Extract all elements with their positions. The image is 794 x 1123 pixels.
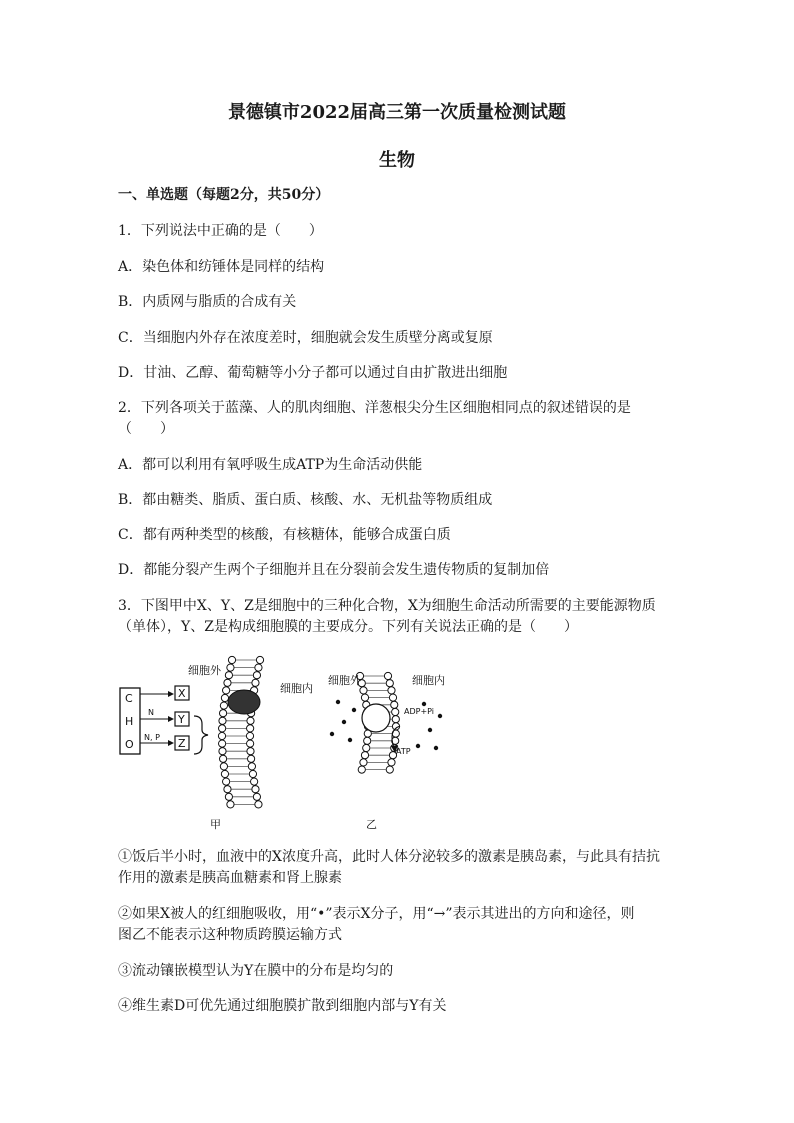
outside-label-a: 细胞外 — [188, 664, 221, 677]
statement-2-line1: ②如果X被人的红细胞吸收，用“•”表示X分子，用“→”表示其进出的方向和途径，则 — [118, 906, 635, 922]
question-3-stem-line2: （单体），Y、Z是构成细胞膜的主要成分。下列有关说法正确的是（ ） — [118, 619, 578, 635]
plus-np-label: N, P — [144, 733, 160, 742]
statement-4: ④维生素D可优先通过细胞膜扩散到细胞内部与Y有关 — [118, 998, 447, 1014]
element-box — [120, 688, 140, 754]
question-1-option-a: A．染色体和纺锤体是同样的结构 — [118, 259, 325, 275]
statement-1-line1: ①饭后半小时，血液中的X浓度升高，此时人体分泌较多的激素是胰岛素，与此具有拮抗 — [118, 849, 660, 865]
adp-label: ADP+Pi — [404, 707, 435, 716]
question-2-option-a: A．都可以利用有氧呼吸生成ATP为生命活动供能 — [118, 457, 423, 473]
membrane-a — [218, 656, 263, 808]
subject-title: 生物 — [379, 150, 415, 171]
caption-b: 乙 — [366, 818, 377, 831]
outside-label-b: 细胞外 — [328, 674, 361, 687]
question-3-stem-line1: 3．下图甲中X、Y、Z是细胞中的三种化合物，X为细胞生命活动所需要的主要能源物质 — [118, 598, 656, 614]
membrane-b — [356, 672, 399, 773]
atp-label: ATP — [396, 747, 411, 756]
statement-3: ③流动镶嵌模型认为Y在膜中的分布是均匀的 — [118, 963, 394, 979]
question-2-stem-line2: （ ） — [118, 421, 174, 437]
caption-a: 甲 — [210, 818, 221, 831]
element-o-label: O — [125, 738, 134, 751]
question-2-stem-line1: 2．下列各项关于蓝藻、人的肌肉细胞、洋葱根尖分生区细胞相同点的叙述错误的是 — [118, 400, 631, 416]
compound-y-label: Y — [178, 713, 185, 726]
membrane-figure — [118, 650, 498, 835]
question-2-option-c: C．都有两种类型的核酸，有核糖体，能够合成蛋白质 — [118, 527, 451, 543]
exam-title: 景德镇市2022届高三第一次质量检测试题 — [227, 102, 567, 123]
statement-2-line2: 图乙不能表示这种物质跨膜运输方式 — [118, 927, 342, 943]
element-h-label: H — [125, 715, 134, 728]
question-1-option-b: B．内质网与脂质的合成有关 — [118, 294, 297, 310]
inside-label-b: 细胞内 — [412, 674, 445, 687]
section-heading: 一、单选题（每题2分，共50分） — [118, 187, 330, 203]
plus-n-label: N — [148, 708, 154, 717]
question-1-stem: 1．下列说法中正确的是（ ） — [118, 223, 323, 239]
compound-x-label: X — [178, 687, 186, 700]
compound-z-label: Z — [178, 737, 186, 750]
element-c-label: C — [125, 692, 133, 705]
statement-1-line2: 作用的激素是胰高血糖素和肾上腺素 — [118, 870, 342, 886]
question-2-option-d: D．都能分裂产生两个子细胞并且在分裂前会发生遗传物质的复制加倍 — [118, 562, 550, 578]
question-1-option-d: D．甘油、乙醇、葡萄糖等小分子都可以通过自由扩散进出细胞 — [118, 365, 508, 381]
inside-label-a: 细胞内 — [280, 682, 313, 695]
question-1-option-c: C．当细胞内外存在浓度差时，细胞就会发生质壁分离或复原 — [118, 330, 493, 346]
question-2-option-b: B．都由糖类、脂质、蛋白质、核酸、水、无机盐等物质组成 — [118, 492, 493, 508]
